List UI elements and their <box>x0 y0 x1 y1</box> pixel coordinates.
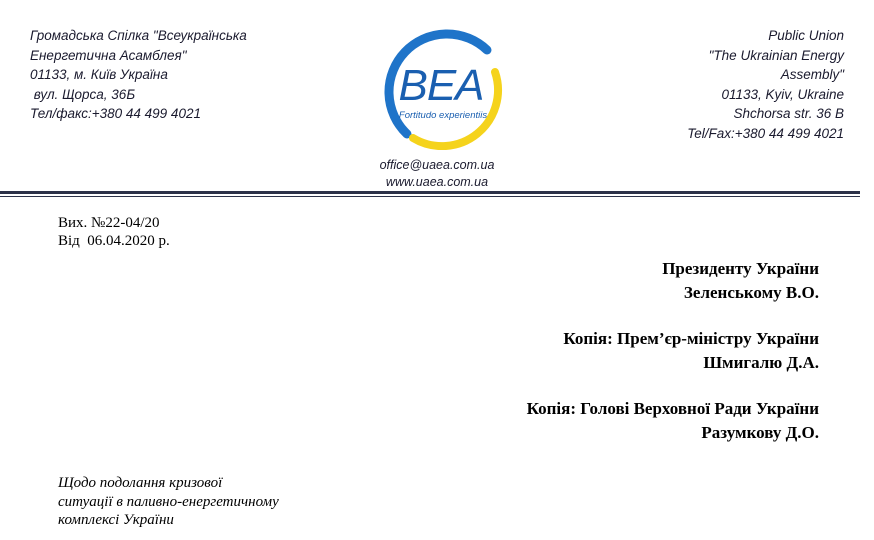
website-text: www.uaea.com.ua <box>385 175 489 189</box>
outgoing-number: Вих. №22-04/20 <box>58 215 160 231</box>
letterhead-english <box>687 26 844 143</box>
email-text: office@uaea.com.ua <box>379 158 495 172</box>
postal-city-en: 01133, Kyiv, Ukraine <box>721 86 844 102</box>
org-name-en-line-3: Assembly" <box>780 67 844 82</box>
subject-line-2: ситуації в паливно-енергетичному <box>58 493 279 510</box>
addressee-name: Разумкову Д.О. <box>701 422 819 442</box>
addressees <box>527 257 819 467</box>
outgoing-reference <box>58 214 170 250</box>
header-divider-thick <box>0 191 860 194</box>
contacts <box>337 157 537 191</box>
postal-city: 01133, м. Київ Україна <box>30 67 168 82</box>
addressee-president <box>527 257 819 304</box>
street-address-en: Shchorsa str. 36 B <box>733 106 844 121</box>
header-divider-thin <box>0 196 860 197</box>
addressee-parliament-head <box>527 397 819 444</box>
org-name-line-1: Громадська Спілка "Всеукраїнська <box>30 28 247 43</box>
letterhead-ukrainian <box>30 26 247 124</box>
outgoing-date: Від 06.04.2020 р. <box>58 233 170 249</box>
phone-fax: Тел/факс:+380 44 499 4021 <box>30 106 201 121</box>
logo-motto: Fortitudo experientiis <box>398 110 488 121</box>
addressee-name: Зеленському В.О. <box>683 282 819 302</box>
street-address: вул. Щорса, 36Б <box>30 86 136 102</box>
addressee-title: Копія: Голові Верховної Ради України <box>526 399 819 418</box>
letter-subject <box>58 474 279 530</box>
org-name-en-line-1: Public Union <box>768 28 844 43</box>
addressee-prime-minister <box>527 327 819 374</box>
org-name-line-2: Енергетична Асамблея" <box>30 47 187 63</box>
subject-line-3: комплексі України <box>58 512 174 528</box>
addressee-name: Шмигалю Д.А. <box>703 352 819 372</box>
addressee-title: Президенту України <box>662 259 819 278</box>
addressee-title: Копія: Прем’єр-міністру України <box>563 329 819 348</box>
vea-logo <box>377 22 505 150</box>
logo-text: ВЕА <box>398 61 484 110</box>
phone-fax-en: Tel/Fax:+380 44 499 4021 <box>687 125 844 141</box>
org-name-en-line-2: "The Ukrainian Energy <box>708 47 844 63</box>
subject-line-1: Щодо подолання кризової <box>58 475 223 491</box>
